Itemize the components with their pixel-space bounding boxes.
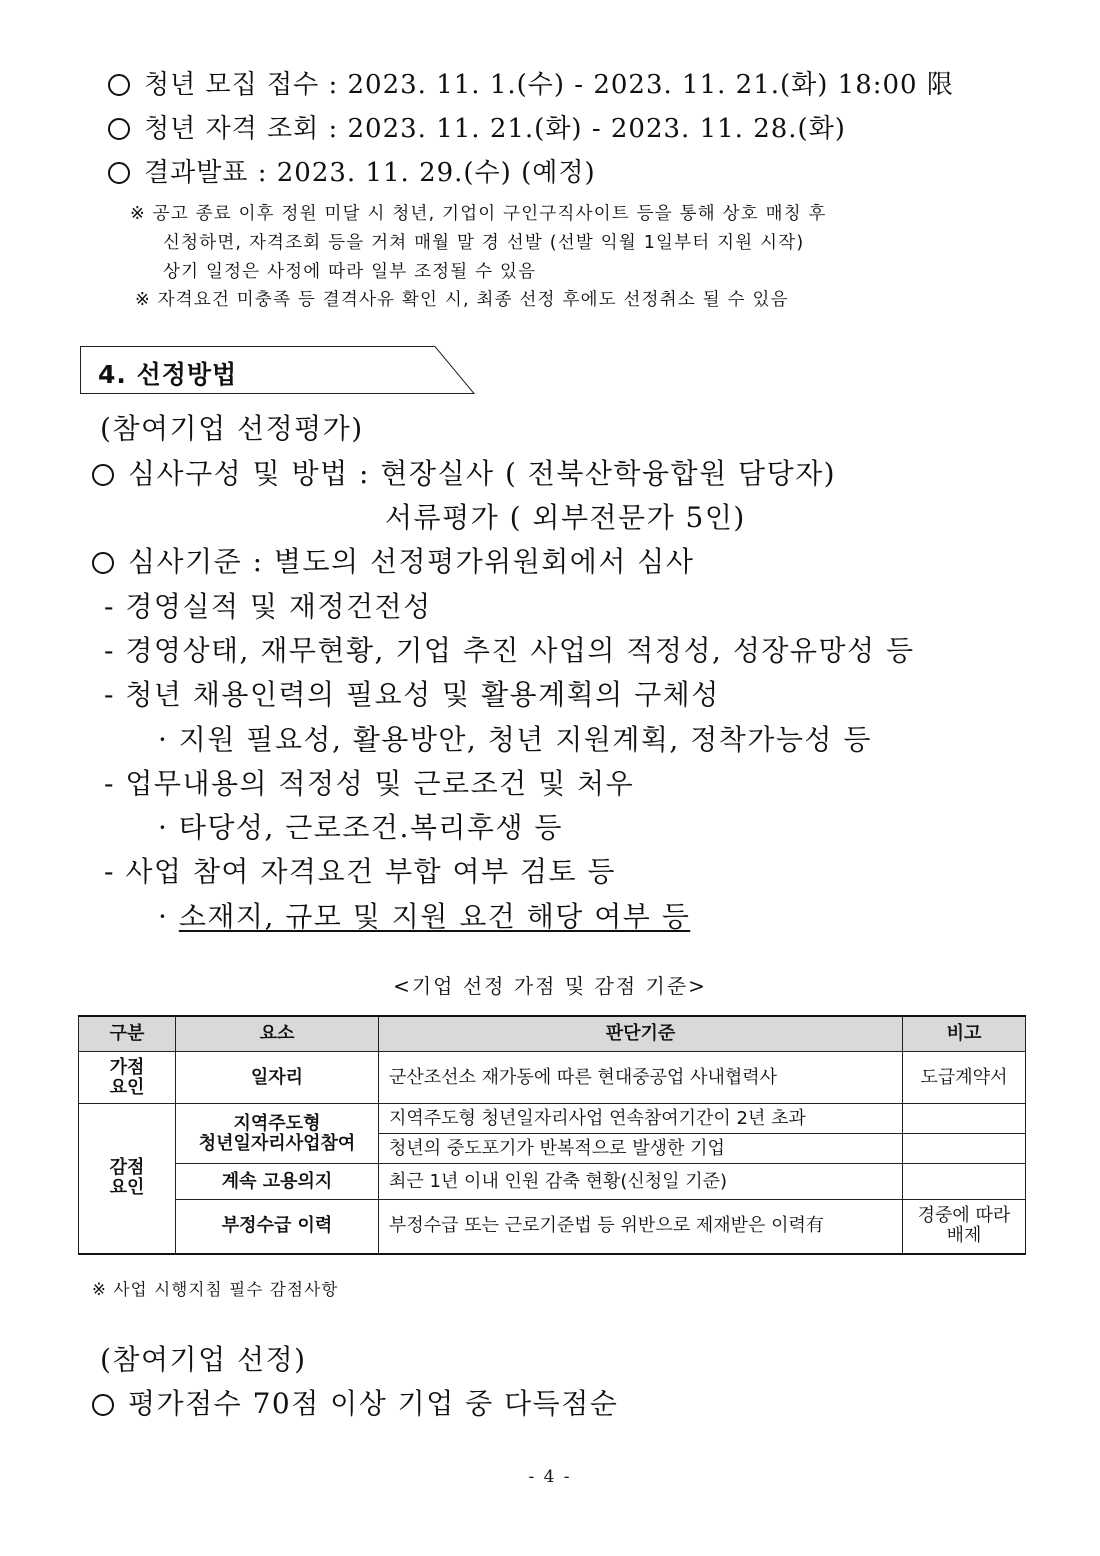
- review-method: 심사구성 및 방법 : 현장실사 ( 전북산학융합원 담당자): [92, 452, 836, 492]
- schedule-note-2: ※ 자격요건 미충족 등 결격사유 확인 시, 최종 선정 후에도 선정취소 될 수 있음: [135, 290, 789, 310]
- table-row: [79, 1052, 1026, 1104]
- circle-bullet-icon: [108, 74, 130, 96]
- table-cell-element: 일자리: [176, 1052, 379, 1104]
- table-cell-element: 부정수급 이력: [176, 1200, 379, 1254]
- section-header: [80, 346, 475, 394]
- selection-rule: 평가점수 70점 이상 기업 중 다득점순: [92, 1382, 618, 1422]
- table-row: [79, 1200, 1026, 1254]
- table-header-row: [79, 1016, 1026, 1052]
- table-cell-element: 계속 고용의지: [176, 1164, 379, 1200]
- penalty-label: 감점 요인: [79, 1104, 176, 1254]
- table-cell-element: 지역주도형 청년일자리사업참여: [176, 1104, 379, 1164]
- table-cell-note: [903, 1134, 1026, 1164]
- criterion-4: - 업무내용의 적정성 및 근로조건 및 처우: [104, 767, 635, 800]
- schedule-item-2: 청년 자격 조회 : 2023. 11. 21.(화) - 2023. 11. 28.(화): [108, 108, 846, 145]
- table-cell-note: 도급계약서: [903, 1052, 1026, 1104]
- table-cell-criterion: 청년의 중도포기가 반복적으로 발생한 기업: [379, 1134, 903, 1164]
- criterion-3-detail: · 지원 필요성, 활용방안, 청년 지원계획, 정착가능성 등: [158, 723, 872, 756]
- table-cell-note: 경중에 따라 배제: [903, 1200, 1026, 1254]
- schedule-item-3: 결과발표 : 2023. 11. 29.(수) (예정): [108, 152, 596, 189]
- criterion-1: - 경영실적 및 재정건전성: [104, 590, 432, 623]
- subsection-title-selection: (참여기업 선정): [100, 1343, 307, 1376]
- criterion-5: - 사업 참여 자격요건 부합 여부 검토 등: [104, 855, 616, 888]
- bonus-label: 가점 요인: [79, 1052, 176, 1104]
- schedule-note-1-line-1: ※ 공고 종료 이후 정원 미달 시 청년, 기업이 구인구직사이트 등을 통해 상호 매칭 후: [130, 204, 827, 224]
- table-header: 비고: [903, 1016, 1026, 1052]
- table-cell-criterion: 최근 1년 이내 인원 감축 현황(신청일 기준): [379, 1164, 903, 1200]
- criteria-head: 심사기준 : 별도의 선정평가위원회에서 심사: [92, 540, 694, 580]
- table-cell-criterion: 부정수급 또는 근로기준법 등 위반으로 제재받은 이력有: [379, 1200, 903, 1254]
- table-header: 판단기준: [379, 1016, 903, 1052]
- circle-bullet-icon: [92, 552, 114, 574]
- section-title: 4. 선정방법: [98, 360, 238, 389]
- table-row: [79, 1164, 1026, 1200]
- table-footnote: ※ 사업 시행지침 필수 감점사항: [92, 1280, 339, 1299]
- circle-bullet-icon: [92, 464, 114, 486]
- table-header: 요소: [176, 1016, 379, 1052]
- subsection-title-evaluation: (참여기업 선정평가): [100, 412, 364, 445]
- table-caption: <기업 선정 가점 및 감점 기준>: [393, 974, 707, 998]
- schedule-note-1-line-3: 상기 일정은 사정에 따라 일부 조정될 수 있음: [163, 262, 537, 282]
- circle-bullet-icon: [108, 162, 130, 184]
- table-row: [79, 1104, 1026, 1134]
- table-header: 구분: [79, 1016, 176, 1052]
- criterion-3: - 청년 채용인력의 필요성 및 활용계획의 구체성: [104, 678, 720, 711]
- circle-bullet-icon: [92, 1394, 114, 1416]
- page-number: - 4 -: [528, 1467, 572, 1487]
- table-cell-note: [903, 1164, 1026, 1200]
- review-method-2: 서류평가 ( 외부전문가 5인): [385, 501, 746, 534]
- criterion-4-detail: · 타당성, 근로조건.복리후생 등: [158, 811, 563, 844]
- schedule-note-1-line-2: 신청하면, 자격조회 등을 거쳐 매월 말 경 선발 (선발 익월 1일부터 지원 시작): [163, 233, 805, 253]
- criteria-table: [78, 1015, 1026, 1255]
- table-cell-note: [903, 1104, 1026, 1134]
- table-cell-criterion: 지역주도형 청년일자리사업 연속참여기간이 2년 초과: [379, 1104, 903, 1134]
- schedule-item-1: 청년 모집 접수 : 2023. 11. 1.(수) - 2023. 11. 21.(화) 18:00 限: [108, 64, 954, 101]
- circle-bullet-icon: [108, 118, 130, 140]
- table-cell-criterion: 군산조선소 재가동에 따른 현대중공업 사내협력사: [379, 1052, 903, 1104]
- criterion-2: - 경영상태, 재무현황, 기업 추진 사업의 적정성, 성장유망성 등: [104, 634, 915, 667]
- criterion-5-detail: · 소재지, 규모 및 지원 요건 해당 여부 등: [158, 900, 691, 933]
